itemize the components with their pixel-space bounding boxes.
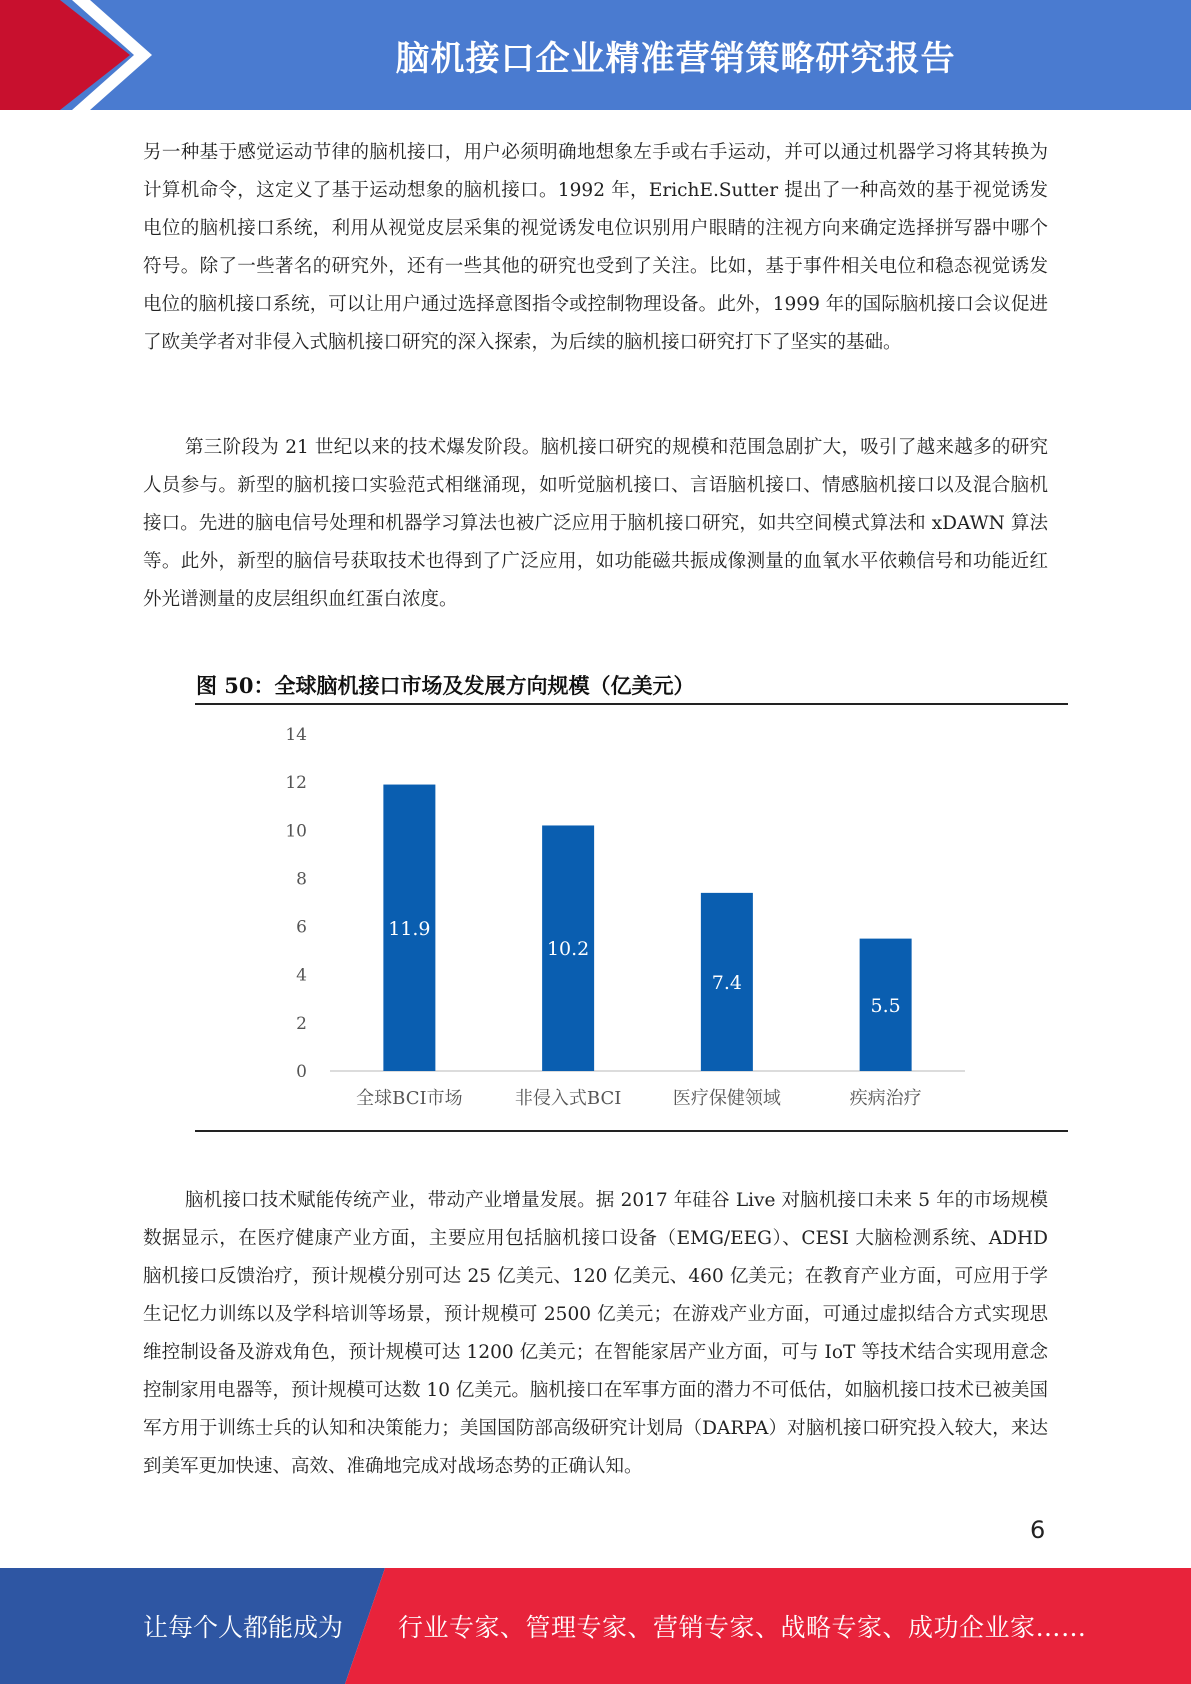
- page-header: [0, 0, 1191, 110]
- figure-top-rule: [195, 703, 1068, 705]
- footer-slogan-left: 让每个人都能成为: [143, 1613, 344, 1642]
- bar-value-label: 5.5: [870, 994, 901, 1017]
- y-tick-label: 2: [296, 1013, 307, 1034]
- x-category-label: 非侵入式BCI: [514, 1088, 622, 1109]
- body-paragraph-3: 脑机接口技术赋能传统产业，带动产业增量发展。据 2017 年硅谷 Live 对脑机接口未来 5 年的市场规模数据显示，在医疗健康产业方面，主要应用包括脑机接口设备（EMG/EEG）、CESI 大脑检测系统、ADHD 脑机接口反馈治疗，预计规模分别可达 25 亿美元、120 亿美元、460 亿美元；在教育产业方面，可应用于学生记忆力训练以及学科培训等场景，预计规模可 2500 亿美元；在游戏产业方面，可通过虚拟结合方式实现思维控制设备及游戏角色，预计规模可达 1200 亿美元；在智能家居产业方面，可与 IoT 等技术结合实现用意念控制家用电器等，预计规模可达数 10 亿美元。脑机接口在军事方面的潜力不可低估，如脑机接口技术已被美国军方用于训练士兵的认知和决策能力；美国国防部高级研究计划局（DARPA）对脑机接口研究投入较大，来达到美军更加快速、高效、准确地完成对战场态势的正确认知。: [143, 1190, 1048, 1477]
- x-category-label: 医疗保健领域: [672, 1088, 781, 1109]
- footer-slogan-right: 行业专家、管理专家、营销专家、战略专家、成功企业家……: [398, 1613, 1087, 1642]
- bar-value-label: 11.9: [388, 917, 431, 940]
- y-tick-label: 0: [296, 1062, 307, 1082]
- body-paragraph-2: 第三阶段为 21 世纪以来的技术爆发阶段。脑机接口研究的规模和范围急剧扩大，吸引了越来越多的研究人员参与。新型的脑机接口实验范式相继涌现，如听觉脑机接口、言语脑机接口、情感脑机接口以及混合脑机接口。先进的脑电信号处理和机器学习算法也被广泛应用于脑机接口研究，如共空间模式算法和 xDAWN 算法等。此外，新型的脑信号获取技术也得到了广泛应用，如功能磁共振成像测量的血氧水平依赖信号和功能近红外光谱测量的皮层组织血红蛋白浓度。: [143, 437, 1048, 610]
- figure-bottom-rule: [195, 1130, 1068, 1132]
- y-tick-label: 10: [285, 821, 307, 842]
- y-tick-label: 14: [285, 725, 307, 745]
- y-tick-label: 12: [285, 773, 307, 794]
- body-paragraph-1: 另一种基于感觉运动节律的脑机接口，用户必须明确地想象左手或右手运动，并可以通过机器学习将其转换为计算机命令，这定义了基于运动想象的脑机接口。1992 年，ErichE.Sutter 提出了一种高效的基于视觉诱发电位的脑机接口系统，利用从视觉皮层采集的视觉诱发电位识别用户眼睛的注视方向来确定选择拼写器中哪个符号。除了一些著名的研究外，还有一些其他的研究也受到了关注。比如，基于事件相关电位和稳态视觉诱发电位的脑机接口系统，可以让用户通过选择意图指令或控制物理设备。此外，1999 年的国际脑机接口会议促进了欧美学者对非侵入式脑机接口研究的深入探索，为后续的脑机接口研究打下了坚实的基础。: [143, 142, 1048, 353]
- bar-value-label: 7.4: [711, 971, 742, 994]
- x-category-label: 全球BCI市场: [356, 1088, 463, 1109]
- y-tick-label: 6: [296, 917, 307, 938]
- figure-title: 图 50：全球脑机接口市场及发展方向规模（亿美元）: [196, 673, 695, 698]
- report-title: 脑机接口企业精准营销策略研究报告: [395, 38, 956, 79]
- y-tick-label: 8: [296, 869, 307, 890]
- page-footer: [0, 1568, 1191, 1684]
- bar-chart: [195, 706, 1068, 1126]
- bar-value-label: 10.2: [546, 938, 590, 961]
- page-number: 6: [1030, 1516, 1046, 1544]
- y-tick-label: 4: [296, 965, 307, 986]
- x-category-label: 疾病治疗: [849, 1088, 922, 1109]
